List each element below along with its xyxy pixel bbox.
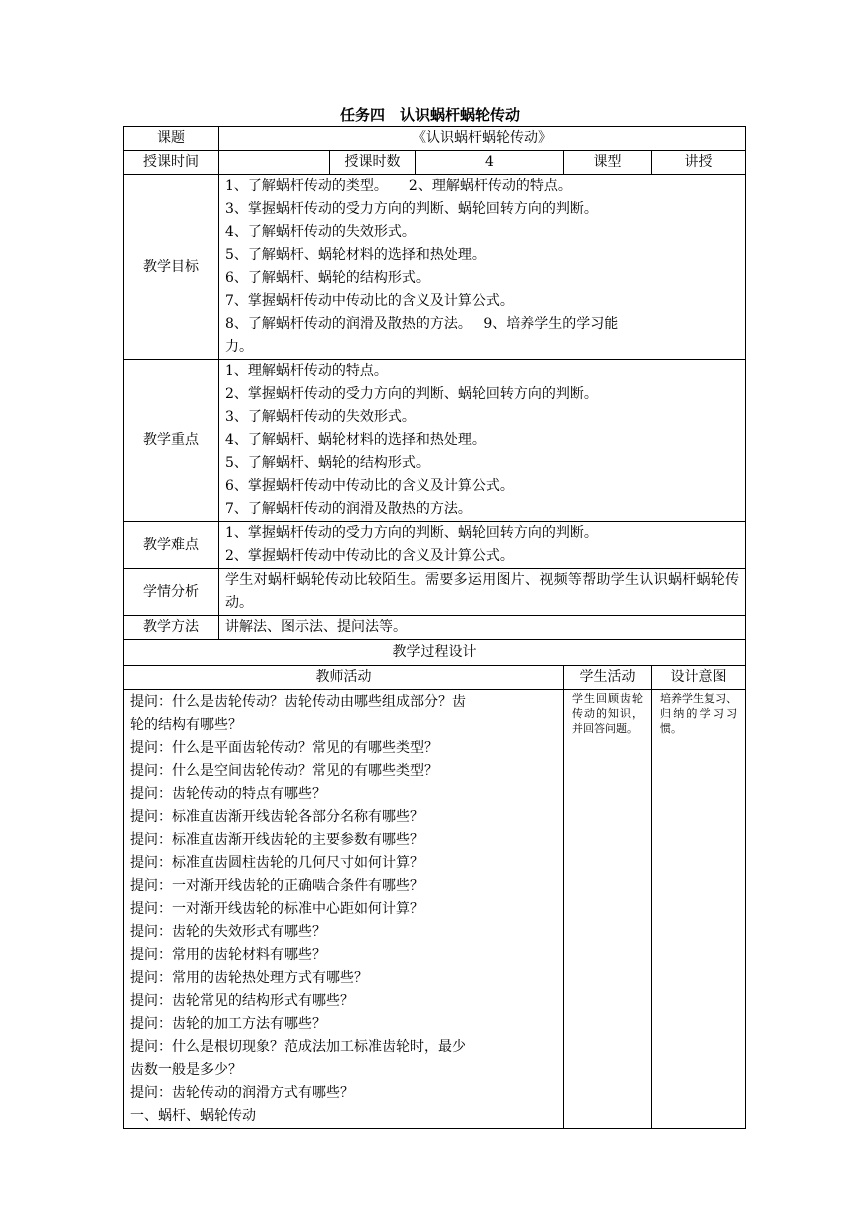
key-point-item: 6、掌握蜗杆传动中传动比的含义及计算公式。 [225, 478, 514, 494]
teacher-activity-line: 提问：一对渐开线齿轮的正确啮合条件有哪些？ [130, 878, 424, 894]
method-row [124, 616, 746, 640]
method-label: 教学方法 [124, 616, 219, 640]
design-intent-header: 设计意图 [652, 666, 746, 690]
analysis-text: 学生对蜗杆蜗轮传动比较陌生。需要多运用图片、视频等帮助学生认识蜗杆蜗轮传动。 [219, 569, 746, 616]
type-value: 讲授 [652, 151, 746, 175]
key-point-item: 5、了解蜗杆、蜗轮的结构形式。 [225, 455, 430, 471]
student-activity-text: 学生回顾齿轮传动的知识，并回答问题。 [564, 690, 652, 1129]
teacher-activity-line: 提问：齿轮常见的结构形式有哪些？ [130, 993, 354, 1009]
course-value: 《认识蜗杆蜗轮传动》 [219, 127, 746, 151]
design-intent-text: 培养学生复习、归纳的学习习惯。 [652, 690, 746, 1129]
key-point-item: 1、理解蜗杆传动的特点。 [225, 363, 388, 379]
goals-list [219, 175, 746, 360]
teacher-activity-line: 一、蜗杆、蜗轮传动 [130, 1108, 256, 1124]
student-activity-header: 学生活动 [564, 666, 652, 690]
teacher-activity-line: 提问：什么是空间齿轮传动？常见的有哪些类型？ [130, 763, 438, 779]
key-point-item: 3、了解蜗杆传动的失效形式。 [225, 409, 416, 425]
process-header-row [124, 666, 746, 690]
difficult-points-list [219, 522, 746, 569]
course-row [124, 127, 746, 151]
teacher-activity-line: 提问：什么是根切现象？范成法加工标准齿轮时，最少 [130, 1039, 466, 1055]
key-points-row [124, 360, 746, 522]
hours-value: 4 [416, 151, 564, 175]
process-title: 教学过程设计 [124, 640, 746, 666]
teacher-activity-header: 教师活动 [124, 666, 564, 690]
key-points-list [219, 360, 746, 522]
goal-item: 6、了解蜗杆、蜗轮的结构形式。 [225, 270, 430, 286]
key-point-item: 4、了解蜗杆、蜗轮材料的选择和热处理。 [225, 432, 486, 448]
teacher-activity-line: 提问：常用的齿轮热处理方式有哪些？ [130, 970, 368, 986]
teacher-activity-line: 提问：齿轮传动的润滑方式有哪些？ [130, 1085, 354, 1101]
schedule-row [124, 151, 746, 175]
difficult-points-row [124, 522, 746, 569]
key-points-label: 教学重点 [124, 360, 219, 522]
teacher-activity-line: 提问：常用的齿轮材料有哪些？ [130, 947, 326, 963]
teacher-activity-line: 提问：齿轮的失效形式有哪些？ [130, 924, 326, 940]
difficult-points-label: 教学难点 [124, 522, 219, 569]
teacher-activity-line: 提问：什么是齿轮传动？齿轮传动由哪些组成部分？齿 [130, 694, 466, 710]
key-point-item: 7、了解蜗杆传动的润滑及散热的方法。 [225, 501, 472, 517]
teacher-activity-list [124, 690, 564, 1129]
time-label: 授课时间 [124, 151, 219, 175]
document-title: 任务四 认识蜗杆蜗轮传动 [339, 106, 520, 124]
process-body-row [124, 690, 746, 1129]
difficult-point-item: 1、掌握蜗杆传动的受力方向的判断、蜗轮回转方向的判断。 [225, 525, 598, 541]
key-point-item: 2、掌握蜗杆传动的受力方向的判断、蜗轮回转方向的判断。 [225, 386, 598, 402]
difficult-point-item: 2、掌握蜗杆传动中传动比的含义及计算公式。 [225, 548, 514, 564]
goal-item: 力。 [225, 339, 253, 355]
teacher-activity-line: 轮的结构有哪些？ [130, 717, 242, 733]
goal-item: 3、掌握蜗杆传动的受力方向的判断、蜗轮回转方向的判断。 [225, 201, 598, 217]
hours-label: 授课时数 [330, 151, 416, 175]
teacher-activity-line: 提问：齿轮的加工方法有哪些？ [130, 1016, 326, 1032]
goal-item: 4、了解蜗杆传动的失效形式。 [225, 224, 416, 240]
goal-item: 5、了解蜗杆、蜗轮材料的选择和热处理。 [225, 247, 486, 263]
course-label: 课题 [124, 127, 219, 151]
method-text: 讲解法、图示法、提问法等。 [219, 616, 746, 640]
lesson-plan-table [123, 126, 746, 1129]
analysis-label: 学情分析 [124, 569, 219, 616]
teacher-activity-line: 提问：标准直齿圆柱齿轮的几何尺寸如何计算？ [130, 855, 424, 871]
goal-item: 8、了解蜗杆传动的润滑及散热的方法。 9、培养学生的学习能 [225, 316, 619, 332]
goal-item: 7、掌握蜗杆传动中传动比的含义及计算公式。 [225, 293, 514, 309]
goals-label: 教学目标 [124, 175, 219, 360]
time-value [219, 151, 330, 175]
teacher-activity-line: 齿数一般是多少？ [130, 1062, 242, 1078]
analysis-row [124, 569, 746, 616]
teacher-activity-line: 提问：标准直齿渐开线齿轮各部分名称有哪些？ [130, 809, 424, 825]
goals-row [124, 175, 746, 360]
teacher-activity-line: 提问：一对渐开线齿轮的标准中心距如何计算？ [130, 901, 424, 917]
type-label: 课型 [564, 151, 652, 175]
teacher-activity-line: 提问：什么是平面齿轮传动？常见的有哪些类型？ [130, 740, 438, 756]
teacher-activity-line: 提问：齿轮传动的特点有哪些？ [130, 786, 326, 802]
process-title-row [124, 640, 746, 666]
goal-item: 1、了解蜗杆传动的类型。 2、理解蜗杆传动的特点。 [225, 178, 572, 194]
teacher-activity-line: 提问：标准直齿渐开线齿轮的主要参数有哪些？ [130, 832, 424, 848]
